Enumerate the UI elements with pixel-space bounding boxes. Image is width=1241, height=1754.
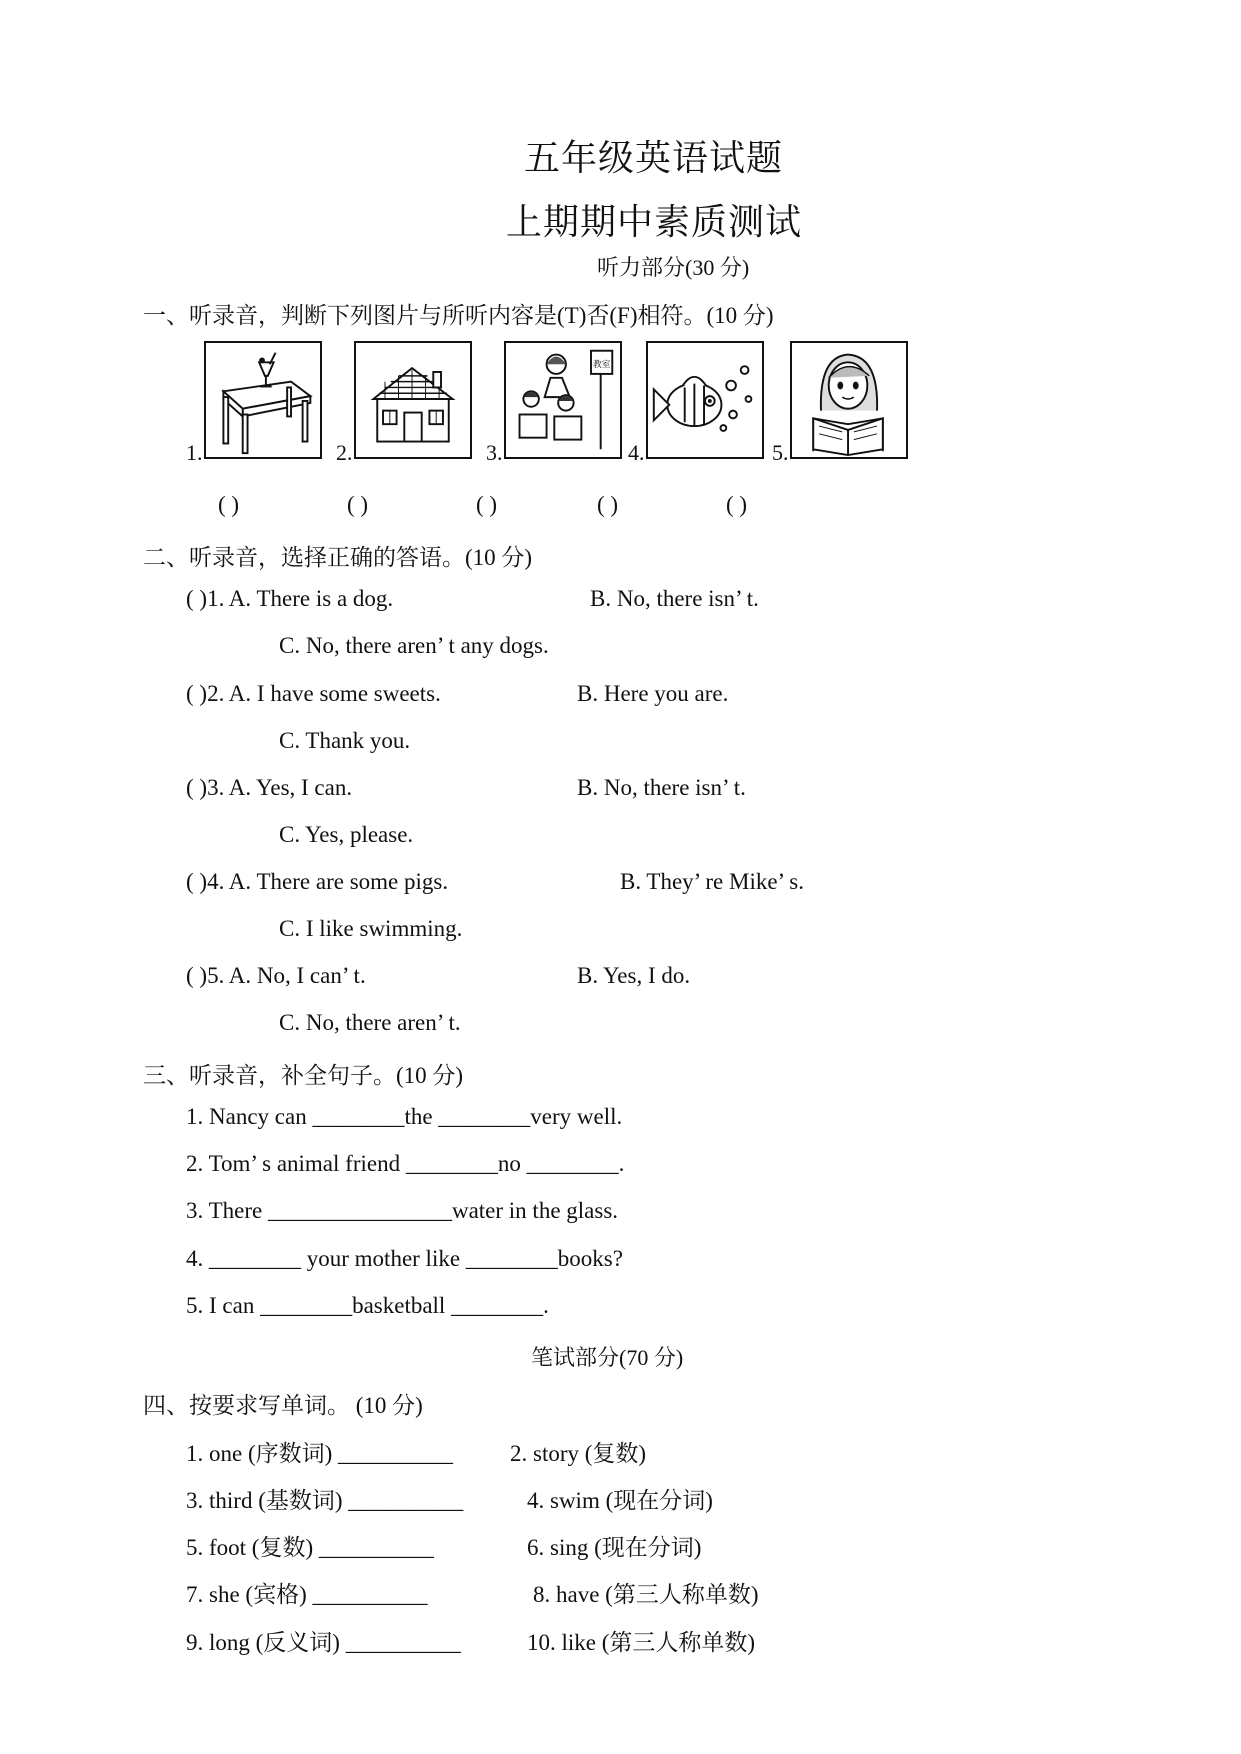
- exam-title: 五年级英语试题: [524, 138, 784, 178]
- section3-title: 三、听录音，补全句子。(10 分): [143, 1063, 464, 1088]
- section2-title: 二、听录音，选择正确的答语。(10 分): [143, 545, 533, 570]
- classroom-icon: [504, 341, 622, 459]
- option-b: B. Yes, I do.: [577, 963, 691, 988]
- fill-in-sentence: 5. I can ________basketball ________.: [186, 1293, 549, 1318]
- question-prefix: ( )3. A. Yes, I can.: [186, 775, 353, 800]
- answer-paren[interactable]: ( ): [476, 492, 498, 517]
- word-item-right: 10. like (第三人称单数): [527, 1630, 756, 1655]
- option-c: C. Yes, please.: [279, 822, 414, 847]
- fill-in-sentence: 4. ________ your mother like ________books?: [186, 1246, 623, 1271]
- section1-title: 一、听录音，判断下列图片与所听内容是(T)否(F)相符。(10 分): [143, 303, 774, 328]
- answer-paren[interactable]: ( ): [347, 492, 369, 517]
- option-b: B. No, there isn’ t.: [577, 775, 746, 800]
- question-prefix: ( )1. A. There is a dog.: [186, 586, 394, 611]
- option-c: C. I like swimming.: [279, 916, 463, 941]
- word-item-left: 1. one (序数词) __________: [186, 1441, 454, 1466]
- word-item-left: 5. foot (复数) __________: [186, 1535, 434, 1560]
- fish-icon: [646, 341, 764, 459]
- section4-title: 四、按要求写单词。 (10 分): [143, 1393, 423, 1418]
- option-b: B. Here you are.: [577, 681, 729, 706]
- option-b: B. They’ re Mike’ s.: [620, 869, 804, 894]
- fill-in-sentence: 1. Nancy can ________the ________very well.: [186, 1104, 623, 1129]
- girl-reading-icon: [790, 341, 908, 459]
- picture-number: 2.: [336, 440, 353, 465]
- word-item-right: 8. have (第三人称单数): [533, 1582, 759, 1607]
- answer-paren[interactable]: ( ): [726, 492, 748, 517]
- option-c: C. Thank you.: [279, 728, 411, 753]
- fill-in-sentence: 2. Tom’ s animal friend ________no ________.: [186, 1151, 625, 1176]
- word-item-right: 6. sing (现在分词): [527, 1535, 702, 1560]
- table-with-glass-icon: [204, 341, 322, 459]
- fill-in-sentence: 3. There ________________water in the glass.: [186, 1198, 619, 1223]
- question-prefix: ( )4. A. There are some pigs.: [186, 869, 449, 894]
- word-item-right: 2. story (复数): [510, 1441, 647, 1466]
- writing-heading: 笔试部分(70 分): [531, 1345, 684, 1370]
- word-item-left: 3. third (基数词) __________: [186, 1488, 464, 1513]
- option-b: B. No, there isn’ t.: [590, 586, 759, 611]
- question-prefix: ( )2. A. I have some sweets.: [186, 681, 441, 706]
- option-c: C. No, there aren’ t.: [279, 1010, 461, 1035]
- answer-paren[interactable]: ( ): [597, 492, 619, 517]
- question-prefix: ( )5. A. No, I can’ t.: [186, 963, 366, 988]
- picture-number: 1.: [186, 440, 203, 465]
- picture-number: 5.: [772, 440, 789, 465]
- picture-number: 3.: [486, 440, 503, 465]
- house-icon: [354, 341, 472, 459]
- word-item-right: 4. swim (现在分词): [527, 1488, 713, 1513]
- classroom-sign: 教室: [592, 360, 611, 371]
- word-item-left: 9. long (反义词) __________: [186, 1630, 461, 1655]
- word-item-left: 7. she (宾格) __________: [186, 1582, 428, 1607]
- listening-heading: 听力部分(30 分): [597, 255, 750, 280]
- answer-paren[interactable]: ( ): [218, 492, 240, 517]
- option-c: C. No, there aren’ t any dogs.: [279, 633, 549, 658]
- picture-number: 4.: [628, 440, 645, 465]
- exam-subtitle: 上期期中素质测试: [506, 202, 803, 242]
